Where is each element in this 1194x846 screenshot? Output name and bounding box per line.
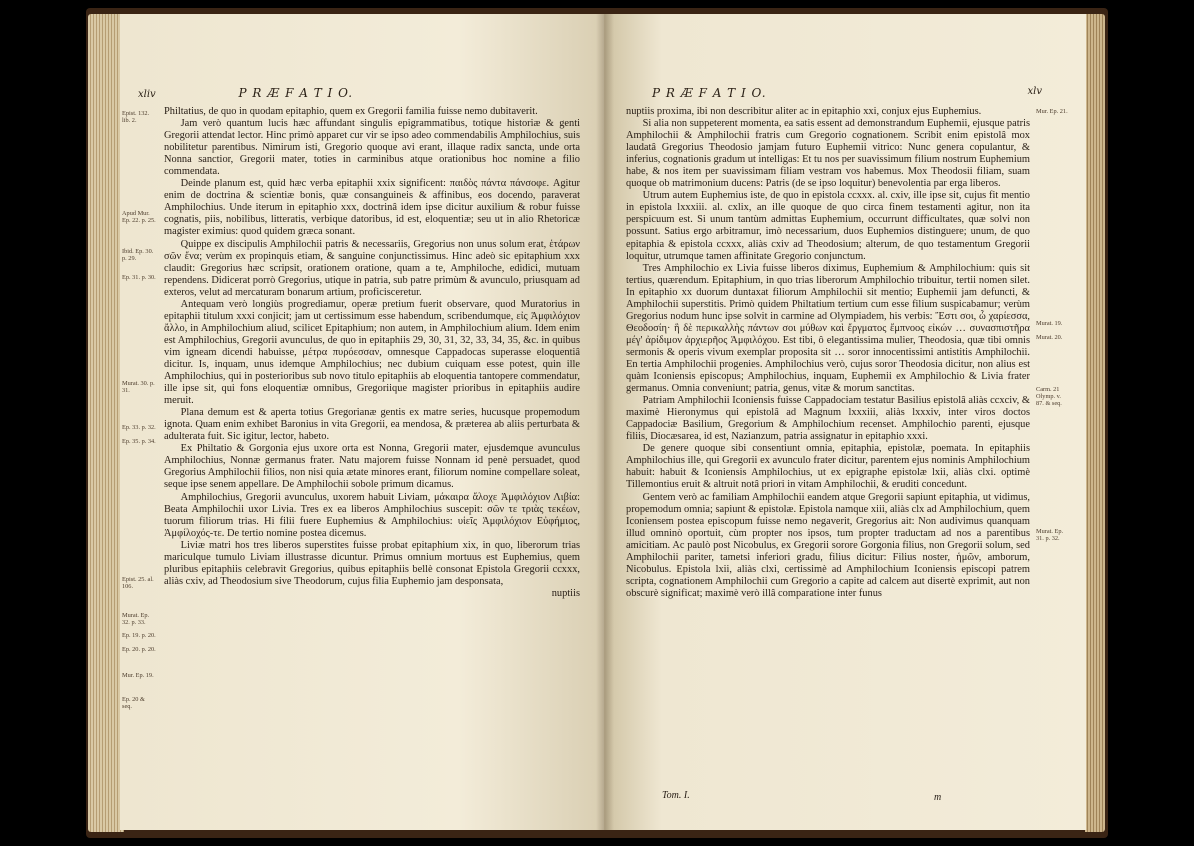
paragraph: Si alia non suppeterent momenta, ea satis essent ad demonstrandum Euphemii, ejusque patris Amphilochii & Amphilochii fratris cum Gregorio cognationem. Scribit enim epistolâ mox laudatâ Gregorius Theodosio jamjam futuro Euphemii vitrico: Nunc genera copulantur, & inferius, cognationis gradum ut intelligas: Et tu nos per suavissimum filium nostrum Euphemium habe, & nos item per suavissimam filiam vestram vos habemus. Mox Theodosii filiam, suam quoque ob matrimonium ducens: Patris (de se ipso loquitur) benevolentia par erga liberos. bbox=[626, 118, 1030, 190]
margin-note: Mur. Ep. 19. bbox=[122, 672, 154, 679]
right-page-body bbox=[626, 106, 1030, 600]
book-gutter bbox=[596, 14, 614, 830]
paragraph: De genere quoque sibi consentiunt omnia, epitaphia, epistolæ, poemata. In epitaphiis Amphilochius ille, qui Gregorii ex avunculo frater dicitur, parentem ejus nominis Amphilochium habuit: habuit & Iconiensis Amphilochius, ut ex epigraphe epistolæ lxii, aliàs clxi. optimè Tillemontius eruit & altruit notâ priori in vitam Amphilochii, & eruditi concedunt. bbox=[626, 443, 1030, 491]
margin-note: Carm. 21 Olymp. v. 87. & seq. bbox=[1036, 386, 1062, 407]
left-page-header bbox=[138, 86, 353, 100]
margin-note: Murat. 20. bbox=[1036, 334, 1063, 341]
volume-signature: Tom. I. bbox=[662, 790, 690, 801]
paragraph: Liviæ matri hos tres liberos superstites fuisse probat epitaphium xix, in quo, liberorum trias mariculque tumulo Liviam illustrasse dicuntur. Primus omnium mortuus est Euphemius, quem pluribus epitaphiis celebravit Gregorius, quibus epitaphiis bellè consonat Epistola Gregorii ccxxx, aliàs cxiv, ad Theodosium sive Theodorum, cujus filia Euphemio jam desponsata, bbox=[164, 539, 580, 587]
margin-note: Ep. 20 & seq. bbox=[122, 696, 145, 710]
left-page-number: xliv bbox=[138, 89, 156, 100]
right-page bbox=[604, 14, 1086, 830]
margin-note: Ep. 35. p. 34. bbox=[122, 438, 156, 445]
paragraph: Tres Amphilochio ex Livia fuisse liberos diximus, Euphemium & Amphilochium: quis sit tertius, quærendum. Epitaphium, in quo trias liberorum Amphilochio tribuitur, tertii nomen silet. In epitaphio xx duorum duntaxat filiorum Amphilochii sit mentio; Euphemii jam defuncti, & Amphilochii superstitis. Primò quidem Philtatium tertium cum esse filium suspicabamur; verùm Gregorius nodum hunc ipse solvit in carmine ad Olympiadem, his verbis: Ἔστι σοι, ὦ χαρίεσσα, Θεοδοσίη· ἣ δὲ περικαλλὴς πάντων σοι μύθων καὶ ἔργματος ἔμπνοος εἰκών … συνασπιστῆρα μέγ' ἀρίδιμον ἀρχιερῆος Ἀμφιλόχου. Est tibi, ô elegantissima mulier, Theodosia, quæ tibi omnis sermonis & operis vivum exemplar proposita sit … soror innocentissimi antistitis Amphilochii. En tertia Amphilochii progenies. Amphilochius verò, cujus soror Theodosia dicitur, non alius est quàm Iconiensis episcopus; Amphilochius, inquam, Euphemii ex Amphilochio & Livia frater germanus. Omnia conveniunt; patria, genus, vitæ & morum sanctitas. bbox=[626, 262, 1030, 395]
margin-note: Murat. 30. p. 31. bbox=[122, 380, 155, 394]
right-page-header bbox=[652, 86, 1042, 100]
margin-note: Murat. Ep. 32. p. 33. bbox=[122, 612, 150, 626]
left-page-body bbox=[164, 106, 580, 600]
paragraph: nuptiis proxima, ibi non describitur aliter ac in epitaphio xxi, conjux ejus Euphemius. bbox=[626, 106, 982, 117]
paragraph: Amphilochius, Gregorii avunculus, uxorem habuit Liviam, μάκαιρα ἄλοχε Ἀμφιλόχιον Λιβία: Beata Amphilochii uxor Livia. Tres ex ea liberos Amphilochius suscepit: σῶν τε τριὰς τεκέων, tuorum filiorum trias. Hi filii fuere Euphemius & Amphilochius: υἱεῖς Ἀμφιλόχιον Εὐφήμιος, Ἀμφίλοχός-τε. De tertio nomine postea dicemus. bbox=[164, 491, 580, 539]
margin-note: Apud Mur. Ep. 22. p. 25. bbox=[122, 210, 156, 224]
left-page bbox=[120, 14, 604, 830]
paragraph: Antequam verò longiùs progrediamur, operæ pretium fuerit observare, quod Muratorius in epitaphii titulum xxxi conjicit; jam ut certissimum esse habendum, scribendumque, εἰς Ἀμφιλόχιον ἄλλο, in Amphilochium aliud, scilicet Epitaphium; non autem, in Amphilochium alium. Idem enim est Amphilochius, Gregorii avunculus, de quo in epitaphiis 29, 30, 31, 32, 33, 34, 35, &c. in quibus vim igneam dicendi habuisse, μέτρα πυρόεσσαν, omnesque Cappadocas superasse eloquentiâ dicitur. Is, inquam, unus idemque Amphilochius; nec dubium cuiquam esse potest, quin ille Amphilochius, qui in posterioribus sub novo titulo epitaphiis ab eloquentia tantopere commendatur, ille ipse sit, qui fons eloquentiæ omnibus, Gregoriique magister prioribus in epitaphiis audire meruit. bbox=[164, 298, 580, 407]
margin-note: Ep. 19. p. 20. bbox=[122, 632, 156, 639]
margin-note: Epist. 25. al. 106. bbox=[122, 576, 154, 590]
right-running-title: P R Æ F A T I O. bbox=[652, 86, 767, 100]
left-margin-notes bbox=[122, 110, 162, 810]
paragraph: Plana demum est & aperta totius Gregorianæ gentis ex matre series, hucusque propemodum ignota. Quam enim exhibet Baronius in vita Gregorii, ea mendosa, & præterea ab aliis perturbata & adulterata fuit. Sic igitur, lector, habeto. bbox=[164, 407, 580, 443]
margin-note: Mur. Ep. 21. bbox=[1036, 108, 1068, 115]
left-page-edges bbox=[88, 14, 124, 832]
paragraph: Ex Philtatio & Gorgonia ejus uxore orta est Nonna, Gregorii mater, ejusdemque avunculus Amphilochius, Nonnæ germanus frater. Natu majorem fuisse Nonnam id penè persuadet, quod Gregorius Amphilochii filios, non nisi quia ætate minores erant, filiorum nomine compellare soleat, seque ipse senem appellare. De Amphilochii sobole primum dicamus. bbox=[164, 443, 580, 491]
paragraph: Philtatius, de quo in quodam epitaphio, quem ex Gregorii familia fuisse nemo dubitaverit. bbox=[164, 106, 538, 117]
margin-note: Murat. 19. bbox=[1036, 320, 1063, 327]
margin-note: Ibid. Ep. 30. p. 29. bbox=[122, 248, 154, 262]
margin-note: Ep. 20. p. 20. bbox=[122, 646, 156, 653]
catchword: nuptiis bbox=[551, 587, 580, 599]
paragraph: Utrum autem Euphemius iste, de quo in epistola ccxxx. al. cxiv, ille ipse sit, cujus fit mentio in epistola lxxxiii. al. cxlix, an ille quoque de quo circa finem testamenti agitur, non ita perspicuum est. Si unum tantùm admittas Euphemium, occurrunt difficultates, quæ solvi non possunt. Satius ergo arbitramur, imò necessarium, duos Euphemios distinguere; unum, de quo epitaphia & epistola ccxxx, aliàs cxiv ad Theodosium; alterum, de quo testamentum Gregorii loquitur, utrumque tamen affinitate Gregorio conjunctum. bbox=[626, 190, 1030, 262]
paragraph: Deinde planum est, quid hæc verba epitaphii xxix significent: παιδὸς πάντα πάνσοφε. Agitur enim de doctrina & scientiæ bonis, quæ consanguineis & affinibus, eos docendo, paraverat Amphilochius. Unde iterum in epitaphio xxx, doctrinâ idem ipse dicitur auxilium & robur fuisse cognatis, piis, nobilibus, litteratis, verbique datoribus, id est, eloquentiæ; seu ut in alio Rhetoricæ magister eximius: quod quidem græca sonant. bbox=[164, 178, 580, 238]
right-margin-notes bbox=[1036, 108, 1082, 808]
left-running-title: P R Æ F A T I O. bbox=[238, 86, 354, 100]
paragraph: Gentem verò ac familiam Amphilochii eandem atque Gregorii sapiunt epitaphia, ut vidimus, propemodum omnia; sapiunt & epistolæ. Epistola namque xiii, aliàs clx ad Amphilochium, quem Iconiensem postea episcopum fuisse nemo negaverit, Gregorius ait: Non audivimus quanquam illud omninò oportuit, cùm propter nos ipsos, tum propter traductam ad nos a parentibus amicitiam. Ac paulò post Nicobulus, ex Gregorii sorore Gorgonia filius, non Gregorii solum, sed Amphilochii pariter, tametsi inferiori gradu, filius dicitur: Filius noster, ἡμῶν, amborum, Nicobulus. Epistola lxii, aliàs clxi, certissimè ad Amphilochium Iconiensis episcopi patrem scripta, cognationem Amphilochii cum Gregorio a capite ad calcem aut disertè exprimit, aut non obscurè significat; maximè verò illâ comparatione inter funus bbox=[626, 491, 1030, 599]
margin-note: Epist. 132. lib. 2. bbox=[122, 110, 150, 124]
margin-note: Ep. 33. p. 32. bbox=[122, 424, 156, 431]
right-page-edges bbox=[1085, 14, 1105, 832]
paragraph: Patriam Amphilochii Iconiensis fuisse Cappadociam testatur Basilius epistolâ aliàs ccxciv, & maximè Hieronymus qui epistolâ ad Magnum lxxxiii, aliàs lxxxiv, inter viros doctos Cappadociæ Basilium, Gregorium & Amphilochium recenset. Amphilochio parenti, ejusque filiis, Diocæsarea, id est, Nazianzum, patria assignatur in epitaphio xxxi. bbox=[626, 395, 1030, 443]
margin-note: Murat. Ep. 31. p. 32. bbox=[1036, 528, 1064, 542]
right-page-number: xlv bbox=[1027, 86, 1042, 97]
paragraph: Quippe ex discipulis Amphilochii patris & necessariis, Gregorius non unus solum erat, ἑτάρων σῶν ἕνα; verùm ex propinquis etiam, & sanguine conjunctissimus. Hinc adeò sic epitaphium xxx claudit: Gregorius hæc scripsit, orationem oratione, quam a te, Amphiloche, edidici, mutuam rependens. Didicerat porrò Gregorius, utique in patria, sub patre primùm & avunculo, priusquam ad exteros, velut ad mercaturam bonarum artium, proficisceretur. bbox=[164, 238, 580, 298]
gathering-signature: m bbox=[934, 792, 942, 803]
margin-note: Ep. 31. p. 30. bbox=[122, 274, 156, 281]
paragraph: Jam verò quantum lucis hæc affundant singulis epigrammatibus, totique historiæ & genti Gregorii attendat lector. Hinc primò apparet cur vir se ipso adeo commendabilis Amphilochius, suis nobilitetur parentibus. Nimirum isti, Gregorio quoque avi erant, illaque radix sancta, unde orta Nonna sanctior, Gregorii mater, toties in carminibus atque orationibus hoc nomine a filio commendata. bbox=[164, 118, 580, 178]
